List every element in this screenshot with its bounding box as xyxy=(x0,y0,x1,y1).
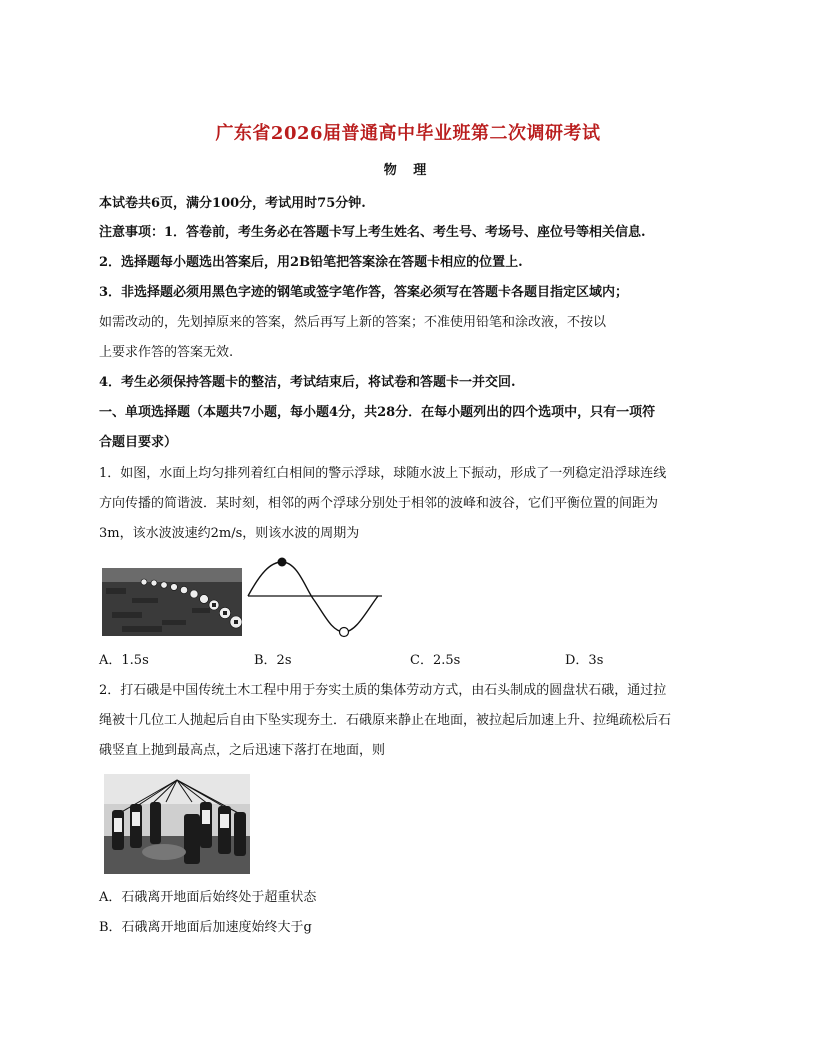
note-line-7: 4．考生必须保持答题卡的整洁，考试结束后，将试卷和答题卡一并交回. xyxy=(99,375,516,390)
q2-line-3: 硪竖直上抛到最高点，之后迅速下落打在地面，则 xyxy=(99,743,386,758)
q1-line-3: 3m，该水波波速约2m/s，则该水波的周期为 xyxy=(99,526,360,541)
subject-label: 物 理 xyxy=(383,163,433,178)
q2-option-a: A．石硪离开地面后始终处于超重状态 xyxy=(99,890,317,905)
note-line-1: 本试卷共6页，满分100分，考试用时75分钟. xyxy=(99,196,366,211)
q2-line-2: 绳被十几位工人抛起后自由下坠实现夯土．石硪原来静止在地面，被拉起后加速上升、拉绳疏松后石 xyxy=(99,713,672,728)
q1-option-d: D．3s xyxy=(565,653,604,668)
note-line-4: 3．非选择题必须用黑色字迹的钢笔或签字笔作答，答案必须写在答题卡各题目指定区域内； xyxy=(99,285,629,300)
crest-buoy xyxy=(278,558,287,567)
note-line-5: 如需改动的，先划掉原来的答案，然后再写上新的答案；不准使用铅笔和涂改液，不按以 xyxy=(99,315,607,330)
exam-title: 广东省2026届普通高中毕业班第二次调研考试 xyxy=(215,123,601,144)
q1-option-b: B．2s xyxy=(254,653,292,668)
note-line-3: 2．选择题每小题选出答案后，用2B铅笔把答案涂在答题卡相应的位置上. xyxy=(99,255,523,270)
q2-line-1: 2．打石硪是中国传统土木工程中用于夯实土质的集体劳动方式，由石头制成的圆盘状石硪，通过拉 xyxy=(99,683,667,698)
note-line-2: 注意事项：1．答卷前，考生务必在答题卡写上考生姓名、考生号、考场号、座位号等相关信息. xyxy=(99,225,646,240)
q1-line-1: 1．如图，水面上均匀排列着红白相间的警示浮球，球随水波上下振动，形成了一列稳定沿浮球连线 xyxy=(99,466,667,481)
trough-buoy xyxy=(340,628,349,637)
wave-curve xyxy=(248,562,378,632)
q1-option-a: A．1.5s xyxy=(99,653,149,668)
note-line-6: 上要求作答的答案无效. xyxy=(99,345,234,360)
section1-heading-line1: 一、单项选择题（本题共7小题，每小题4分，共28分．在每小题列出的四个选项中，只有一项符 xyxy=(99,405,656,420)
q1-option-c: C．2.5s xyxy=(410,653,461,668)
q2-option-b: B．石硪离开地面后加速度始终大于g xyxy=(99,920,312,935)
wave-diagram xyxy=(246,556,386,640)
q1-line-2: 方向传播的简谐波．某时刻，相邻的两个浮球分别处于相邻的波峰和波谷，它们平衡位置的间距为 xyxy=(99,496,659,511)
buoys-photo xyxy=(102,568,242,636)
stone-tamper-photo xyxy=(104,774,250,874)
section1-heading-line2: 合题目要求） xyxy=(99,435,178,450)
